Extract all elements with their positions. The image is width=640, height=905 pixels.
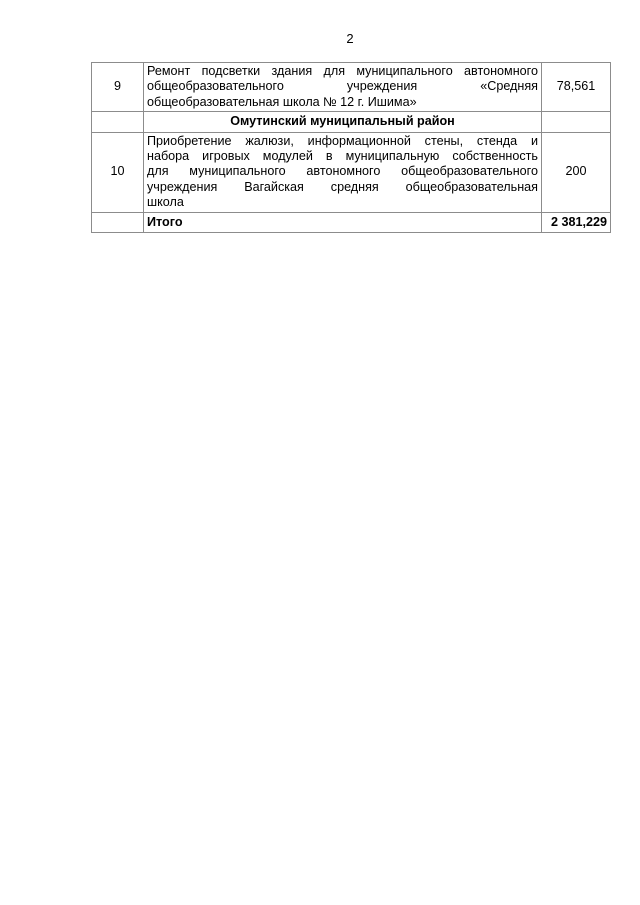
- description-line: для муниципального автономного общеобразовательного: [147, 164, 538, 179]
- row-description: [144, 63, 542, 112]
- row-description: [144, 132, 542, 212]
- total-empty-cell: [92, 212, 144, 232]
- description-line: общеобразовательная школа № 12 г. Ишима»: [147, 94, 417, 109]
- page-number: 2: [346, 31, 354, 46]
- row-amount: 78,561: [542, 63, 611, 112]
- section-empty-cell: [542, 112, 611, 132]
- row-number: 9: [92, 63, 144, 112]
- description-line: Ремонт подсветки здания для муниципального автономного: [147, 64, 538, 78]
- description-line: общеобразовательного учреждения «Средняя: [147, 79, 538, 94]
- table-row: [92, 132, 611, 212]
- section-empty-cell: [92, 112, 144, 132]
- allocation-table: [91, 62, 611, 233]
- section-header-row: [92, 112, 611, 132]
- row-number: 10: [92, 132, 144, 212]
- total-label: Итого: [144, 212, 542, 232]
- section-title: Омутинский муниципальный район: [144, 112, 542, 132]
- description-line: учреждения Вагайская средняя общеобразовательная: [147, 179, 538, 194]
- description-line: Приобретение жалюзи, информационной стены, стенда и: [147, 133, 538, 148]
- description-line: набора игровых модулей в муниципальную собственность: [147, 149, 538, 164]
- total-amount: 2 381,229: [542, 212, 611, 232]
- table-row: [92, 63, 611, 112]
- total-row: [92, 212, 611, 232]
- description-line: школа: [147, 195, 184, 210]
- row-amount: 200: [542, 132, 611, 212]
